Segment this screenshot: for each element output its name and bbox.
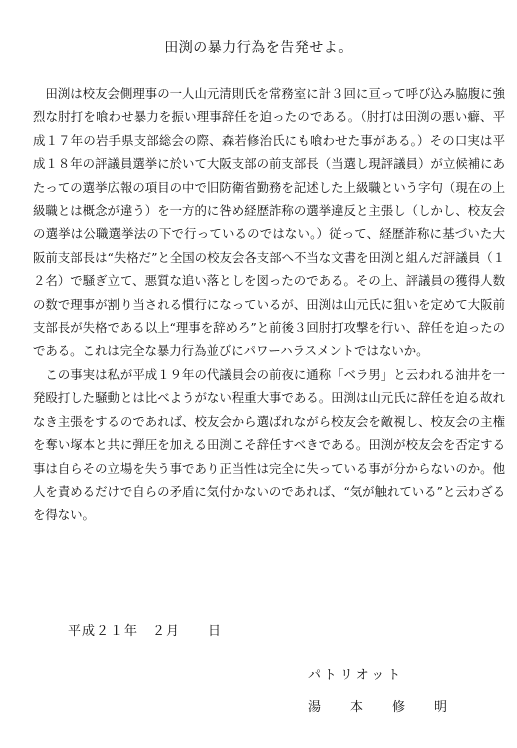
document-title: 田渕の暴力行為を告発せよ。 [164, 40, 353, 56]
body-paragraph-2: この事実は私が平成１９年の代議員会の前夜に通称「ベラ男」と云われる油井を一発殴打した騒動とは比べようがない程重大事である。田渕は山元氏に辞任を迫る故れなき主張をするのであれば、校友会から選ばれながら校友会を敵視し、校友会の主権を奪い塚本と共に弾圧を加える田渕こそ辞任すべきである。田渕が校友会を否定する事は自らその立場を失う事であり正当性は完全に失っている事が分からないのか。他人を責めるだけで自らの矛盾に気付かないのであれば、“気が触れている”と云わざるを得ない。 [33, 366, 505, 523]
document-body [33, 82, 505, 527]
document-date: 平成２１年 ２月 日 [68, 624, 223, 639]
author-name: 湯 本 修 明 [308, 700, 456, 715]
sender-organization: パトリオット [308, 668, 404, 683]
body-paragraph-1: 田渕は校友会側理事の一人山元清則氏を常務室に計３回に亘って呼び込み脇腹に強烈な肘打を喰わせ暴力を振い理事辞任を迫ったのである。（肘打は田渕の悪い癖、平成１７年の岩手県支部総会の際、森若修治氏にも喰わせた事がある。）その口実は平成１８年の評議員選挙に於いて大阪支部の前支部長（当選し現評議員）が立候補にあたっての選挙広報の項目の中で旧防衛省勤務を記述した上級職という字句（現在の上級職とは概念が違う）を一方的に咎め経歴詐称の選挙違反と主張し（しかし、校友会の選挙は公職選挙法の下で行っているのではない。）従って、経歴詐称に基づいた大阪前支部長は“失格だ”と全国の校友会各支部へ不当な文書を田渕と組んだ評議員（１２名）で騒ぎ立て、悪質な追い落としを図ったのである。その上、評議員の獲得人数の数で理事が割り当される慣行になっているが、田渕は山元氏に狙いを定めて大阪前支部長が失格である以上“理事を辞めろ”と前後３回肘打攻撃を行い、辞任を迫ったのである。これは完全な暴力行為並びにパワーハラスメントではないか。 [33, 86, 505, 359]
